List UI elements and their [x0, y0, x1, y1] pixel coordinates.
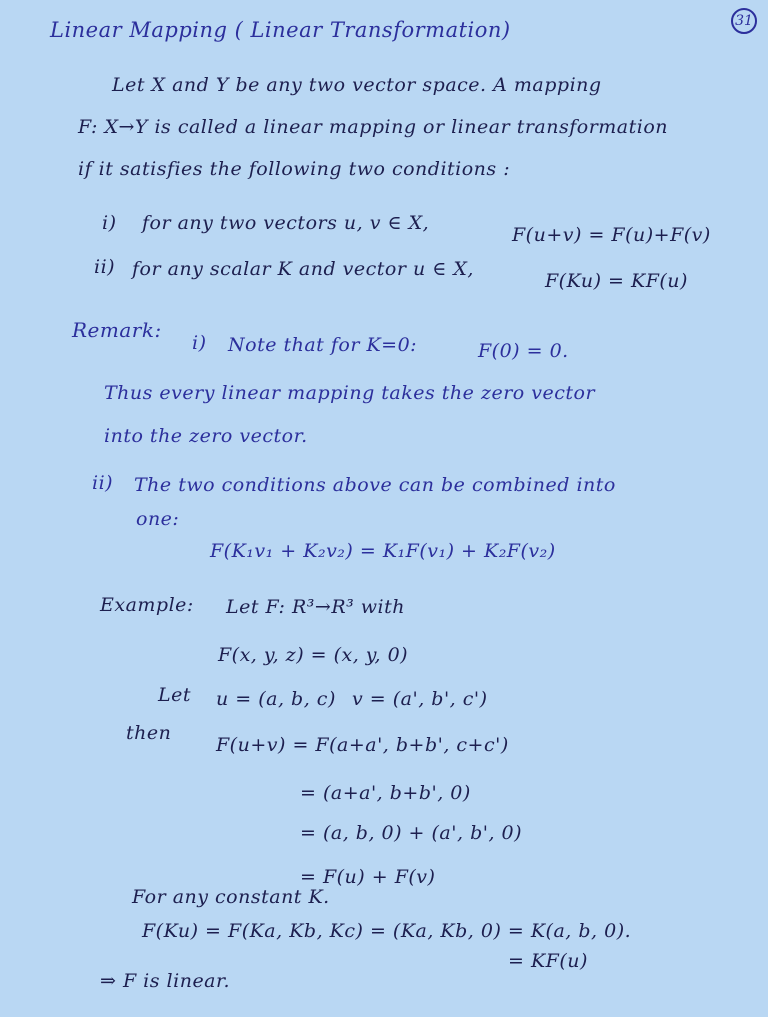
- condition-1-formula: F(u+v) = F(u)+F(v): [512, 224, 711, 246]
- example-conclusion: ⇒ F is linear.: [100, 970, 231, 992]
- intro-line-2: F: X→Y is called a linear mapping or linear transformation: [78, 116, 669, 138]
- example-let-v: v = (a', b', c'): [352, 688, 488, 710]
- remark-line-2: Thus every linear mapping takes the zero vector: [104, 382, 596, 404]
- remark-heading: Remark:: [72, 318, 162, 342]
- scan-edge: [0, 1017, 768, 1024]
- condition-1-text: for any two vectors u, v ∈ X,: [142, 212, 430, 234]
- page-number: 31: [731, 8, 757, 34]
- remark-item-2-text: The two conditions above can be combined into: [134, 474, 616, 496]
- example-step-4: = F(u) + F(v): [300, 866, 436, 888]
- example-step-3: = (a, b, 0) + (a', b', 0): [300, 822, 523, 844]
- remark-line-3: into the zero vector.: [104, 425, 308, 447]
- remark-item-2-text-2: one:: [136, 508, 180, 530]
- condition-2-formula: F(Ku) = KF(u): [545, 270, 688, 292]
- example-then-word: then: [126, 722, 172, 744]
- example-ku-line: F(Ku) = F(Ka, Kb, Kc) = (Ka, Kb, 0) = K(a, b, 0).: [142, 920, 632, 942]
- example-let-u: u = (a, b, c): [216, 688, 336, 710]
- condition-2-label: ii): [94, 256, 116, 278]
- intro-line-1: Let X and Y be any two vector space. A mapping: [112, 74, 602, 96]
- example-line-2: F(x, y, z) = (x, y, 0): [218, 644, 409, 666]
- condition-2-text: for any scalar K and vector u ∈ X,: [132, 258, 474, 280]
- example-constant-line: For any constant K.: [132, 886, 330, 908]
- remark-item-1-label: i): [192, 332, 207, 354]
- example-heading: Example:: [100, 594, 194, 616]
- example-step-1: F(u+v) = F(a+a', b+b', c+c'): [216, 734, 509, 756]
- intro-line-3: if it satisfies the following two conditions :: [78, 158, 511, 180]
- example-line-1: Let F: R³→R³ with: [226, 596, 405, 618]
- page-title: Linear Mapping ( Linear Transformation): [50, 18, 511, 42]
- example-ku-result: = KF(u): [508, 950, 588, 972]
- example-let-word: Let: [158, 684, 191, 706]
- combined-formula: F(K₁v₁ + K₂v₂) = K₁F(v₁) + K₂F(v₂): [210, 540, 556, 562]
- remark-item-1-formula: F(0) = 0.: [478, 340, 569, 362]
- remark-item-2-label: ii): [92, 472, 114, 494]
- example-step-2: = (a+a', b+b', 0): [300, 782, 471, 804]
- remark-item-1-text: Note that for K=0:: [228, 334, 418, 356]
- condition-1-label: i): [102, 212, 117, 234]
